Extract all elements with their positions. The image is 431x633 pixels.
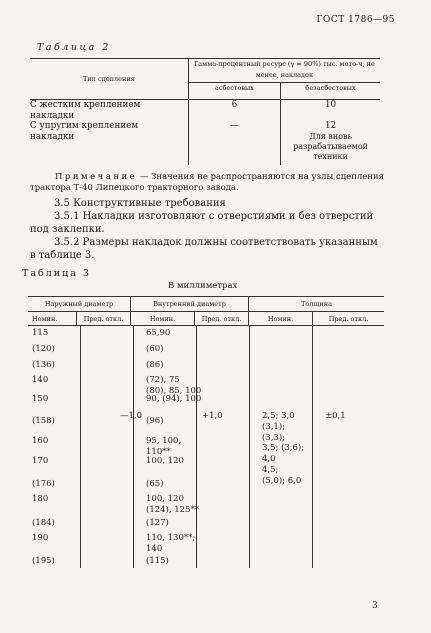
t3-inner-value: (96)	[146, 416, 164, 426]
t3-outer-value: 190	[32, 533, 49, 543]
row-asb: 6	[188, 100, 280, 122]
row-noasb	[281, 121, 380, 165]
t3-sub: Пред. откл.	[195, 312, 249, 326]
t3-outer-value: (136)	[32, 360, 55, 370]
table-row	[30, 100, 380, 122]
table3	[28, 296, 384, 326]
t3-outer-value: 170	[32, 456, 49, 466]
row-noasb-note: Для вновь разрабатываемой техники	[293, 131, 368, 161]
outer-tolerance: —1,0	[120, 411, 143, 421]
t3-inner-value: 110, 130**; 140	[146, 533, 196, 554]
note	[30, 172, 385, 194]
t3-outer-value: 140	[32, 375, 49, 385]
t3-outer-value: 160	[32, 436, 49, 446]
page-number: 3	[372, 601, 378, 611]
thickness-tolerance: ±0,1	[325, 411, 346, 421]
table2-col-noasb: безасбестовых	[281, 82, 380, 99]
t3-col-line	[196, 325, 197, 568]
table3-units: В миллиметрах	[168, 281, 238, 291]
t3-group-thickness: Толщина	[249, 297, 385, 312]
t3-outer-value: (176)	[32, 479, 55, 489]
t3-inner-value: (115)	[146, 556, 169, 566]
t3-outer-value: (120)	[32, 344, 55, 354]
inner-tolerance: +1,0	[202, 411, 223, 421]
t3-outer-value: (184)	[32, 518, 55, 528]
table3-caption: Таблица 3	[22, 268, 91, 279]
table2-col-asb: асбестовых	[188, 82, 280, 99]
t3-inner-value: 90, (94), 100	[146, 394, 202, 404]
t3-sub: Номин.	[131, 312, 195, 326]
t3-outer-value: (158)	[32, 416, 55, 426]
t3-outer-value: 115	[32, 328, 49, 338]
t3-group-outer: Наружный диаметр	[28, 297, 131, 312]
t3-sub: Пред. откл.	[313, 312, 385, 326]
t3-inner-value: (72), 75 (80), 85, 100	[146, 375, 202, 396]
t3-group-inner: Внутренний диаметр	[131, 297, 249, 312]
paragraph-3-5-2: 3.5.2 Размеры накладок должны соответствовать указанным в таблице 3.	[30, 237, 378, 261]
t3-col-line	[80, 325, 81, 568]
t3-inner-value: 65,90	[146, 328, 171, 338]
t3-outer-value: (195)	[32, 556, 55, 566]
t3-inner-value: 100, 120	[146, 456, 184, 466]
t3-inner-value: 100, 120 (124), 125**	[146, 494, 199, 515]
t3-sub: Номин.	[249, 312, 313, 326]
document-code: ГОСТ 1786—95	[316, 15, 395, 25]
t3-sub: Пред. откл.	[77, 312, 131, 326]
t3-inner-value: (60)	[146, 344, 164, 354]
t3-inner-value: (65)	[146, 479, 164, 489]
table-row	[30, 121, 380, 165]
table2-caption: Таблица 2	[37, 42, 111, 53]
thickness-values: 2,5; 3,0 (3,1); (3,3); 3,5; (3,6); 4,0 4,5; (5,0); 6,0	[262, 411, 305, 486]
row-type: С упругим креплением накладки	[30, 121, 188, 165]
row-asb: —	[188, 121, 280, 165]
t3-inner-value: (127)	[146, 518, 169, 528]
t3-outer-value: 180	[32, 494, 49, 504]
table2-col-gamma: Гамма-процентный ресурс (γ = 90%) тыс. мото-ч, не менее, накладок	[188, 59, 380, 83]
t3-inner-value: 95, 100, 110**	[146, 436, 182, 457]
section-title: 3.5 Конструктивные требования	[54, 198, 226, 209]
note-label: Примечание	[55, 172, 138, 182]
t3-sub: Номин.	[28, 312, 77, 326]
note-text: — Значения не распространяются на узлы сцепления трактора Т-40 Липецкого тракторного завода.	[30, 172, 384, 193]
row-noasb: 10	[324, 100, 337, 110]
row-type: С жестким креплением накладки	[30, 100, 188, 122]
t3-inner-value: (86)	[146, 360, 164, 370]
t3-outer-value: 150	[32, 394, 49, 404]
row-noasb-value: 12	[324, 121, 337, 131]
paragraph-3-5-1: 3.5.1 Накладки изготовляют с отверстиями и без отверстий под заклепки.	[30, 211, 374, 235]
t3-col-line	[133, 325, 134, 568]
table2	[30, 58, 380, 165]
table2-col-type: Тип сцепления	[30, 59, 188, 100]
t3-col-line	[249, 325, 250, 568]
t3-col-line	[312, 325, 313, 568]
